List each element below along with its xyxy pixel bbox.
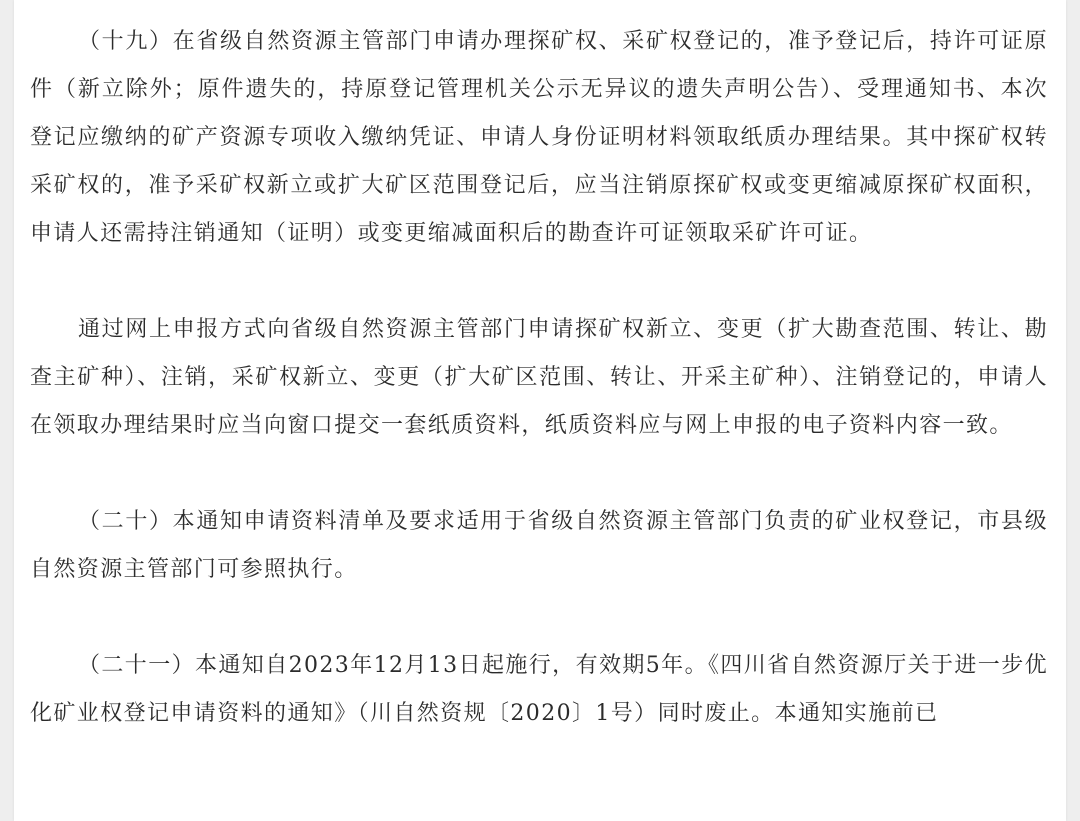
- paragraph-20: （二十）本通知申请资料清单及要求适用于省级自然资源主管部门负责的矿业权登记，市县级自然资源主管部门可参照执行。: [30, 509, 1048, 582]
- paragraph-online-submission: 通过网上申报方式向省级自然资源主管部门申请探矿权新立、变更（扩大勘查范围、转让、勘查主矿种）、注销，采矿权新立、变更（扩大矿区范围、转让、开采主矿种）、注销登记的，申请人在领取办理结果时应当向窗口提交一套纸质资料，纸质资料应与网上申报的电子资料内容一致。: [30, 317, 1048, 438]
- paragraph-21: （二十一）本通知自2023年12月13日起施行，有效期5年。《四川省自然资源厅关于进一步优化矿业权登记申请资料的通知》（川自然资规〔2020〕1号）同时废止。本通知实施前已: [30, 653, 1048, 726]
- document-body: [30, 18, 1048, 738]
- paragraph-19: （十九）在省级自然资源主管部门申请办理探矿权、采矿权登记的，准予登记后，持许可证原件（新立除外；原件遗失的，持原登记管理机关公示无异议的遗失声明公告）、受理通知书、本次登记应缴纳的矿产资源专项收入缴纳凭证、申请人身份证明材料领取纸质办理结果。其中探矿权转采矿权的，准予采矿权新立或扩大矿区范围登记后，应当注销原探矿权或变更缩减原探矿权面积，申请人还需持注销通知（证明）或变更缩减面积后的勘查许可证领取采矿许可证。: [30, 29, 1048, 246]
- document-page: [14, 0, 1066, 821]
